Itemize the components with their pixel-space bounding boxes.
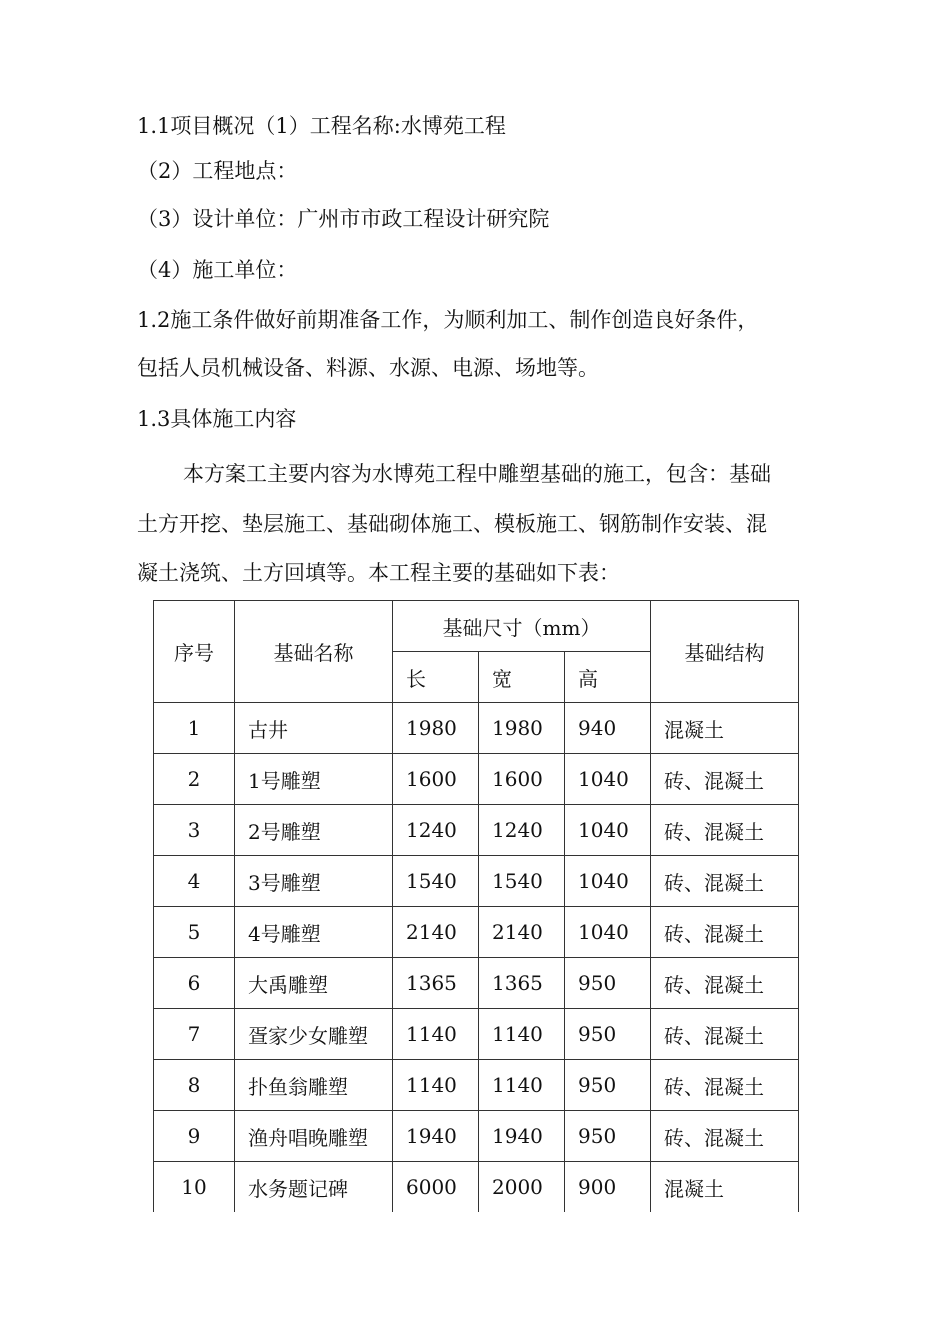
row-length-cell: 1365 [393,958,479,1009]
row-width-cell: 2000 [479,1162,565,1213]
row-width-cell: 1540 [479,856,565,907]
row-height-cell: 950 [565,1111,651,1162]
row-length-cell: 1540 [393,856,479,907]
table-row [154,1162,799,1213]
row-structure-cell: 混凝土 [651,1162,799,1213]
table-row [154,1111,799,1162]
row-height-cell: 900 [565,1162,651,1213]
row-index-cell: 7 [154,1009,235,1060]
row-length-cell: 1240 [393,805,479,856]
header-width: 宽 [479,652,565,703]
row-structure-cell: 砖、混凝土 [651,856,799,907]
table-row [154,703,799,754]
section-1-3-heading: 1.3具体施工内容 [137,407,297,431]
row-index-cell: 9 [154,1111,235,1162]
row-width-cell: 1600 [479,754,565,805]
row-name-cell: 水务题记碑 [235,1162,393,1213]
table-row [154,907,799,958]
table-row [154,1009,799,1060]
row-structure-cell: 砖、混凝土 [651,958,799,1009]
row-height-cell: 940 [565,703,651,754]
row-width-cell: 1940 [479,1111,565,1162]
row-name-cell: 大禹雕塑 [235,958,393,1009]
row-structure-cell: 砖、混凝土 [651,907,799,958]
row-name-cell: 扑鱼翁雕塑 [235,1060,393,1111]
row-name-cell: 1号雕塑 [235,754,393,805]
row-structure-cell: 砖、混凝土 [651,754,799,805]
row-index-cell: 3 [154,805,235,856]
row-name-cell: 3号雕塑 [235,856,393,907]
header-size: 基础尺寸（mm） [393,601,651,652]
row-height-cell: 1040 [565,856,651,907]
row-length-cell: 6000 [393,1162,479,1213]
row-height-cell: 1040 [565,805,651,856]
row-index-cell: 1 [154,703,235,754]
row-height-cell: 1040 [565,907,651,958]
row-width-cell: 2140 [479,907,565,958]
row-length-cell: 1940 [393,1111,479,1162]
row-name-cell: 渔舟唱晚雕塑 [235,1111,393,1162]
content-paragraph-line-1: 本方案工主要内容为水博苑工程中雕塑基础的施工，包含：基础 [183,462,771,486]
row-height-cell: 950 [565,958,651,1009]
row-length-cell: 1140 [393,1060,479,1111]
content-paragraph-line-2: 土方开挖、垫层施工、基础砌体施工、模板施工、钢筋制作安装、混 [137,512,767,536]
header-length: 长 [393,652,479,703]
row-structure-cell: 砖、混凝土 [651,805,799,856]
row-structure-cell: 砖、混凝土 [651,1111,799,1162]
row-width-cell: 1140 [479,1009,565,1060]
row-index-cell: 8 [154,1060,235,1111]
foundation-table [153,600,799,1212]
table-header-row [154,601,799,652]
section-1-2-heading: 1.2施工条件做好前期准备工作，为顺利加工、制作创造良好条件， [137,308,759,332]
row-width-cell: 1140 [479,1060,565,1111]
row-length-cell: 1980 [393,703,479,754]
project-location-line: （2）工程地点： [137,159,298,183]
row-width-cell: 1365 [479,958,565,1009]
row-index-cell: 2 [154,754,235,805]
row-length-cell: 2140 [393,907,479,958]
content-paragraph-line-3: 凝土浇筑、土方回填等。本工程主要的基础如下表： [137,561,620,585]
row-name-cell: 4号雕塑 [235,907,393,958]
construction-unit-line: （4）施工单位： [137,258,298,282]
header-name: 基础名称 [235,601,393,703]
row-name-cell: 疍家少女雕塑 [235,1009,393,1060]
row-structure-cell: 砖、混凝土 [651,1060,799,1111]
row-width-cell: 1240 [479,805,565,856]
table-row [154,958,799,1009]
row-index-cell: 5 [154,907,235,958]
row-length-cell: 1600 [393,754,479,805]
row-height-cell: 950 [565,1060,651,1111]
conditions-paragraph-line-2: 包括人员机械设备、料源、水源、电源、场地等。 [137,356,599,380]
table-row [154,754,799,805]
row-height-cell: 1040 [565,754,651,805]
header-height: 高 [565,652,651,703]
header-structure: 基础结构 [651,601,799,703]
table-row [154,805,799,856]
row-name-cell: 2号雕塑 [235,805,393,856]
row-index-cell: 6 [154,958,235,1009]
row-height-cell: 950 [565,1009,651,1060]
header-index: 序号 [154,601,235,703]
row-structure-cell: 混凝土 [651,703,799,754]
row-index-cell: 4 [154,856,235,907]
row-length-cell: 1140 [393,1009,479,1060]
row-width-cell: 1980 [479,703,565,754]
row-index-cell: 10 [154,1162,235,1213]
table-row [154,1060,799,1111]
row-name-cell: 古井 [235,703,393,754]
design-unit-line: （3）设计单位：广州市市政工程设计研究院 [137,207,550,231]
section-1-1-heading: 1.1项目概况（1）工程名称:水博苑工程 [137,114,506,138]
table-row [154,856,799,907]
row-structure-cell: 砖、混凝土 [651,1009,799,1060]
